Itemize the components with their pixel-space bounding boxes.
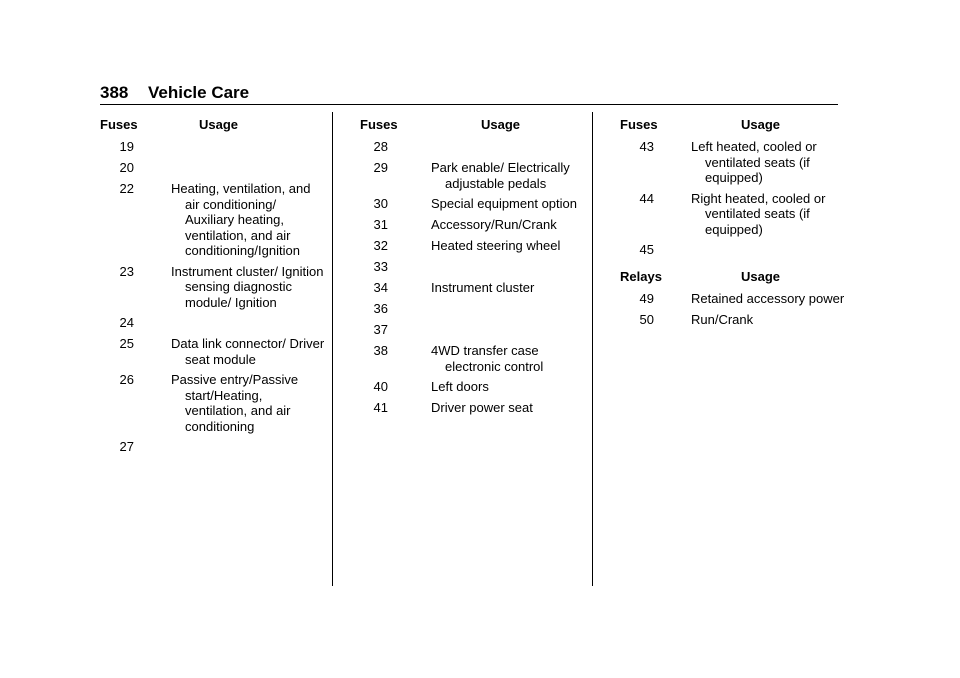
table-row [100,315,330,331]
fuse-number: 41 [373,400,388,415]
column-header-usage: Usage [481,117,521,132]
fuse-usage: Left doors [431,379,489,394]
fuse-number: 22 [119,181,134,196]
column-header-key: Fuses [620,117,658,132]
table-row [100,336,330,367]
table-row [360,400,592,416]
page-number: 388 [100,83,129,102]
column-header-usage: Usage [199,117,239,132]
fuse-number: 34 [373,280,388,295]
fuse-number: 24 [119,315,134,330]
column-header-usage: Usage [741,117,781,132]
section-title: Vehicle Care [148,83,250,102]
fuse-number: 44 [639,190,654,206]
table-row [100,139,330,155]
fuse-usage: 4WD transfer case electronic control [431,343,544,374]
fuse-usage: Instrument cluster/ Ignition sensing diagnostic module/ Ignition [171,263,324,310]
table-row [620,312,840,328]
column-divider [592,112,593,586]
column-header-key: Relays [620,269,662,284]
table-row [100,264,330,311]
fuse-usage: Heated steering wheel [431,238,561,253]
fuse-number: 23 [119,263,134,279]
fuse-number: 29 [373,160,388,175]
table-row [360,379,592,395]
fuse-table-column-1 [100,116,330,455]
fuse-usage: Driver power seat [431,400,533,415]
table-row [360,217,592,233]
fuse-usage: Park enable/ Electrically adjustable pedals [431,160,570,191]
fuse-usage: Left heated, cooled or ventilated seats (if equipped) [691,139,817,185]
table-row [360,160,592,191]
fuse-number: 27 [119,439,134,454]
table-row [620,139,840,186]
fuse-number: 49 [639,291,654,306]
fuse-usage: Heating, ventilation, and air conditioning/ Auxiliary heating, ventilation, and air conditioning/Ignition [171,181,311,258]
table-row [360,259,592,275]
fuse-usage [171,315,327,331]
table-row [360,139,592,155]
page-header [100,82,838,105]
fuse-number: 43 [639,139,654,154]
column-header-key: Fuses [360,117,398,132]
table-row [360,196,592,212]
fuse-number: 19 [119,139,134,154]
table-header [100,116,330,134]
table-row [620,191,840,238]
fuse-table-column-3 [620,116,845,328]
fuse-number: 50 [639,312,654,327]
table-row [360,322,592,338]
fuse-number: 31 [373,217,388,232]
column-divider [332,112,333,586]
fuse-usage [691,242,853,258]
fuse-number: 20 [119,160,134,175]
fuse-usage: Special equipment option [431,196,577,211]
fuse-table-column-2 [360,116,592,416]
column-header-key: Fuses [100,117,138,132]
fuse-number: 33 [373,259,388,274]
fuse-number: 45 [639,242,654,257]
table-row [100,372,330,434]
table-row [360,343,592,374]
table-row [620,291,845,307]
table-row [360,301,592,317]
fuse-number: 36 [373,301,388,316]
fuse-number: 40 [373,379,388,394]
fuse-usage [431,322,591,338]
fuse-usage [431,259,591,275]
table-row [620,242,840,258]
fuse-usage: Run/Crank [691,312,754,327]
fuse-usage: Data link connector/ Driver seat module [171,336,325,367]
fuse-usage: Right heated, cooled or ventilated seats (if equipped) [691,190,826,237]
fuse-usage [171,139,327,155]
fuse-number: 38 [373,343,388,358]
fuse-usage [171,439,327,455]
fuse-usage [431,301,591,317]
fuse-usage: Instrument cluster [431,280,535,295]
fuse-usage: Accessory/Run/Crank [431,217,557,232]
table-row [100,439,330,455]
fuse-usage [171,160,327,176]
table-header [360,116,592,134]
table-header [620,268,840,286]
table-row [100,160,330,176]
fuse-number: 26 [119,372,134,387]
fuse-number: 28 [373,139,388,154]
fuse-number: 30 [373,196,388,211]
fuse-usage: Retained accessory power [691,291,845,306]
table-row [360,238,592,254]
table-row [360,280,592,296]
fuse-usage [431,139,591,155]
fuse-number: 32 [373,238,388,253]
table-header [620,116,840,134]
fuse-number: 25 [119,336,134,351]
table-row [100,181,330,259]
fuse-number: 37 [373,322,388,337]
column-header-usage: Usage [741,269,781,284]
fuse-usage: Passive entry/Passive start/Heating, ventilation, and air conditioning [171,372,299,434]
